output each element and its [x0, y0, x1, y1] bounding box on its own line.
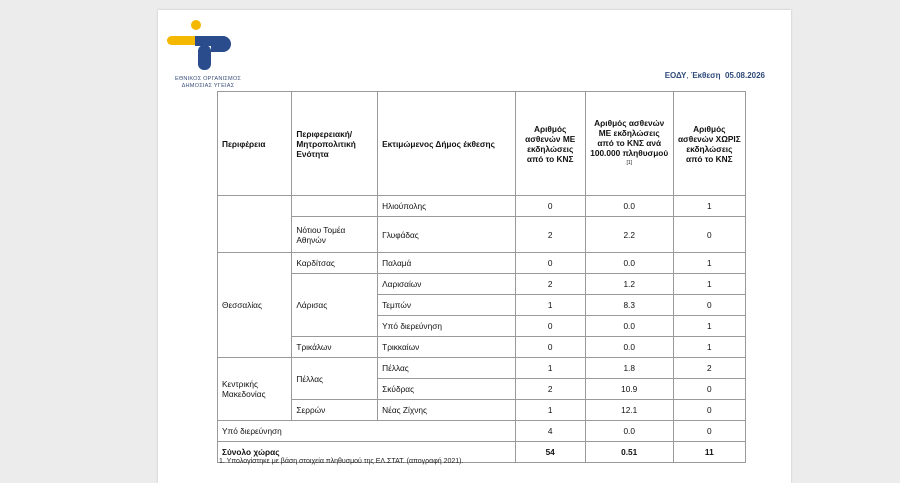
under-investigation-label: Υπό διερεύνηση: [218, 421, 516, 442]
municipality-cell: Σκύδρας: [378, 379, 515, 400]
footnote: 1. Υπολογίστηκε με βάση στοιχεία πληθυσμού της ΕΛ.ΣΤΑΤ. (απογραφή 2021).: [219, 458, 464, 465]
table-row: [218, 217, 746, 253]
col-header-per100k-ref: [1]: [626, 159, 632, 166]
per100k-cell: 12.1: [585, 400, 673, 421]
without-cell: 0: [673, 295, 745, 316]
unit-cell: Σερρών: [292, 400, 378, 421]
region-cell: [218, 196, 292, 253]
without-cell: 1: [673, 274, 745, 295]
per100k-cell: 10.9: [585, 379, 673, 400]
without-cell: 0: [673, 421, 745, 442]
municipality-cell: Παλαμά: [378, 253, 515, 274]
without-cell: 1: [673, 253, 745, 274]
municipality-cell: Υπό διερεύνηση: [378, 316, 515, 337]
without-cell: 0: [673, 379, 745, 400]
per100k-cell: 0.0: [585, 196, 673, 217]
municipality-cell: Τεμπών: [378, 295, 515, 316]
without-cell: 1: [673, 337, 745, 358]
col-header-region: Περιφέρεια: [218, 92, 292, 196]
without-cell: 2: [673, 358, 745, 379]
eody-logo-mark: [165, 16, 235, 72]
with-cell: 1: [515, 295, 585, 316]
unit-cell: Πέλλας: [292, 358, 378, 400]
per100k-cell: 2.2: [585, 217, 673, 253]
per100k-cell: 0.0: [585, 253, 673, 274]
unit-cell: Λάρισας: [292, 274, 378, 337]
municipality-cell: Λαρισαίων: [378, 274, 515, 295]
with-cell: 1: [515, 358, 585, 379]
with-cell: 0: [515, 196, 585, 217]
col-header-without-symptoms: Αριθμός ασθενών ΧΩΡΙΣ εκδηλώσεις από το ΚΝΣ: [673, 92, 745, 196]
unit-cell: Νότιου Τομέα Αθηνών: [292, 217, 378, 253]
per100k-cell: 1.8: [585, 358, 673, 379]
municipality-cell: Γλυφάδας: [378, 217, 515, 253]
without-cell: 1: [673, 316, 745, 337]
total-per100k-cell: 0.51: [585, 442, 673, 463]
with-cell: 2: [515, 274, 585, 295]
with-cell: 0: [515, 253, 585, 274]
col-header-per100k-text: Αριθμός ασθενών ΜΕ εκδηλώσεις από το ΚΝΣ ανά 100.000 πληθυσμού: [590, 117, 669, 158]
with-cell: 0: [515, 337, 585, 358]
region-cell: Κεντρικής Μακεδονίας: [218, 358, 292, 421]
table-row: [218, 337, 746, 358]
per100k-cell: 0.0: [585, 421, 673, 442]
under-investigation-row: [218, 421, 746, 442]
without-cell: 0: [673, 400, 745, 421]
with-cell: 0: [515, 316, 585, 337]
table-row: [218, 253, 746, 274]
without-cell: 0: [673, 217, 745, 253]
header-report: Έκθεση: [690, 71, 721, 80]
region-cell: Θεσσαλίας: [218, 253, 292, 358]
table-row: [218, 274, 746, 295]
table-row: [218, 358, 746, 379]
col-header-municipality: Εκτιμώμενος Δήμος έκθεσης: [378, 92, 515, 196]
eody-logo-text: [165, 76, 251, 90]
col-header-unit: Περιφερειακή/ Μητροπολιτική Ενότητα: [292, 92, 378, 196]
without-cell: 1: [673, 196, 745, 217]
with-cell: 2: [515, 379, 585, 400]
header-separator: ,: [686, 71, 691, 80]
per100k-cell: 0.0: [585, 316, 673, 337]
per100k-cell: 1.2: [585, 274, 673, 295]
total-label: Σύνολο χώρας: [218, 442, 516, 463]
unit-cell: Καρδίτσας: [292, 253, 378, 274]
table-row: [218, 400, 746, 421]
municipality-cell: Πέλλας: [378, 358, 515, 379]
unit-cell: Τρικάλων: [292, 337, 378, 358]
col-header-per100k: [585, 92, 673, 196]
municipality-cell: Ηλιούπολης: [378, 196, 515, 217]
per100k-cell: 0.0: [585, 337, 673, 358]
per100k-cell: 8.3: [585, 295, 673, 316]
cases-table: [217, 91, 746, 463]
col-header-with-symptoms: Αριθμός ασθενών ΜΕ εκδηλώσεις από το ΚΝΣ: [515, 92, 585, 196]
table-row: [218, 196, 746, 217]
header-org: ΕΟΔΥ: [664, 71, 687, 80]
with-cell: 1: [515, 400, 585, 421]
header-date: 05.08.2026: [724, 71, 765, 80]
report-header: [665, 71, 765, 80]
with-cell: 4: [515, 421, 585, 442]
total-with-cell: 54: [515, 442, 585, 463]
unit-cell: [292, 196, 378, 217]
eody-logo: [165, 16, 242, 89]
table-header-row: [218, 92, 746, 196]
municipality-cell: Νέας Ζίχνης: [378, 400, 515, 421]
with-cell: 2: [515, 217, 585, 253]
logo-org-line1: ΕΘΝΙΚΟΣ ΟΡΓΑΝΙΣΜΟΣ: [174, 76, 242, 82]
municipality-cell: Τρικκαίων: [378, 337, 515, 358]
total-without-cell: 11: [673, 442, 745, 463]
report-page: [158, 10, 791, 483]
logo-org-line2: ΔΗΜΟΣΙΑΣ ΥΓΕΙΑΣ: [181, 83, 235, 89]
